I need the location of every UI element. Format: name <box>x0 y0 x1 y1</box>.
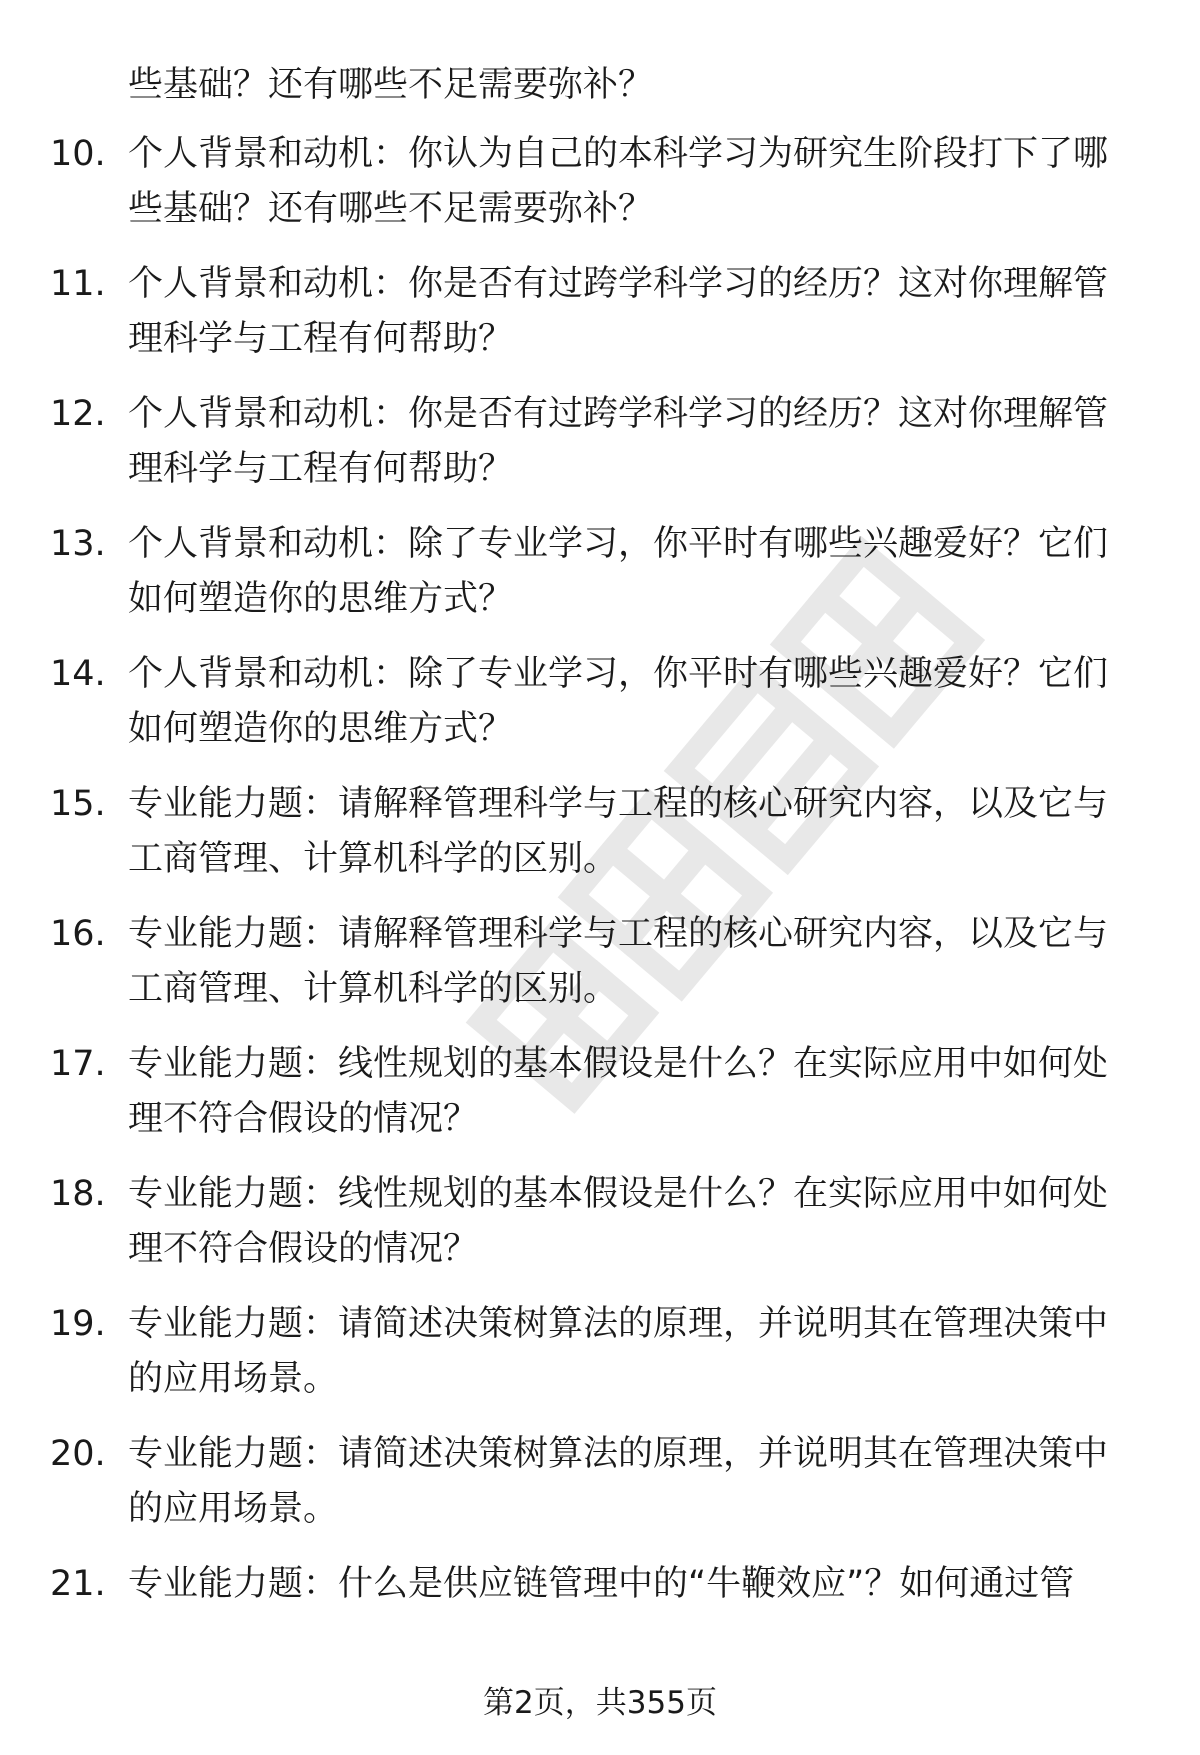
question-item <box>0 1297 1200 1427</box>
question-item <box>0 907 1200 1037</box>
question-line: 理不符合假设的情况？ <box>128 1099 479 1139</box>
question-text <box>128 907 1138 1017</box>
question-text <box>128 647 1138 757</box>
question-text <box>128 1167 1138 1277</box>
question-number: 18. <box>50 1174 106 1214</box>
question-text <box>128 1557 1138 1612</box>
question-line: 专业能力题：线性规划的基本假设是什么？在实际应用中如何处 <box>128 1174 1109 1214</box>
question-line: 个人背景和动机：除了专业学习，你平时有哪些兴趣爱好？它们 <box>128 654 1109 694</box>
question-item <box>0 517 1200 647</box>
question-item <box>0 1037 1200 1167</box>
question-number: 12. <box>50 394 106 434</box>
question-text <box>128 517 1138 627</box>
question-list <box>0 127 1200 1687</box>
question-number: 19. <box>50 1304 106 1344</box>
question-line: 如何塑造你的思维方式？ <box>128 709 514 749</box>
question-number: 15. <box>50 784 106 824</box>
question-line: 专业能力题：请简述决策树算法的原理，并说明其在管理决策中 <box>128 1304 1109 1344</box>
question-item <box>0 1167 1200 1297</box>
question-number: 20. <box>50 1434 106 1474</box>
question-line: 如何塑造你的思维方式？ <box>128 579 514 619</box>
question-number: 10. <box>50 134 106 174</box>
question-line: 的应用场景。 <box>128 1489 339 1529</box>
question-item <box>0 127 1200 257</box>
question-text <box>128 1427 1138 1537</box>
question-text <box>128 1297 1138 1407</box>
question-number: 14. <box>50 654 106 694</box>
question-number: 13. <box>50 524 106 564</box>
question-line: 的应用场景。 <box>128 1359 339 1399</box>
question-line: 专业能力题：请简述决策树算法的原理，并说明其在管理决策中 <box>128 1434 1109 1474</box>
question-text <box>128 1037 1138 1147</box>
question-line: 个人背景和动机：你是否有过跨学科学习的经历？这对你理解管 <box>128 394 1109 434</box>
question-item <box>0 1427 1200 1557</box>
question-text <box>128 257 1138 367</box>
question-item <box>0 257 1200 387</box>
question-line: 个人背景和动机：你认为自己的本科学习为研究生阶段打下了哪 <box>128 134 1109 174</box>
question-line: 专业能力题：什么是供应链管理中的“牛鞭效应”？如何通过管 <box>128 1564 1075 1604</box>
page-footer: 第2页，共355页 <box>483 1685 717 1721</box>
question-line: 些基础？还有哪些不足需要弥补？ <box>128 189 654 229</box>
question-line: 理不符合假设的情况？ <box>128 1229 479 1269</box>
question-number: 11. <box>50 264 106 304</box>
question-line: 理科学与工程有何帮助？ <box>128 449 514 489</box>
question-line: 专业能力题：请解释管理科学与工程的核心研究内容，以及它与 <box>128 784 1109 824</box>
question-line: 理科学与工程有何帮助？ <box>128 319 514 359</box>
question-line: 专业能力题：请解释管理科学与工程的核心研究内容，以及它与 <box>128 914 1109 954</box>
question-item <box>0 1557 1200 1687</box>
question-item <box>0 777 1200 907</box>
question-number: 17. <box>50 1044 106 1084</box>
question-item <box>0 387 1200 517</box>
question-number: 16. <box>50 914 106 954</box>
question-line: 工商管理、计算机科学的区别。 <box>128 839 619 879</box>
question-line: 专业能力题：线性规划的基本假设是什么？在实际应用中如何处 <box>128 1044 1109 1084</box>
question-line: 个人背景和动机：你是否有过跨学科学习的经历？这对你理解管 <box>128 264 1109 304</box>
carry-over-line: 些基础？还有哪些不足需要弥补？ <box>128 65 654 105</box>
question-line: 个人背景和动机：除了专业学习，你平时有哪些兴趣爱好？它们 <box>128 524 1109 564</box>
question-text <box>128 777 1138 887</box>
question-text <box>128 387 1138 497</box>
question-item <box>0 647 1200 777</box>
question-text <box>128 127 1138 237</box>
question-number: 21. <box>50 1564 106 1604</box>
question-line: 工商管理、计算机科学的区别。 <box>128 969 619 1009</box>
